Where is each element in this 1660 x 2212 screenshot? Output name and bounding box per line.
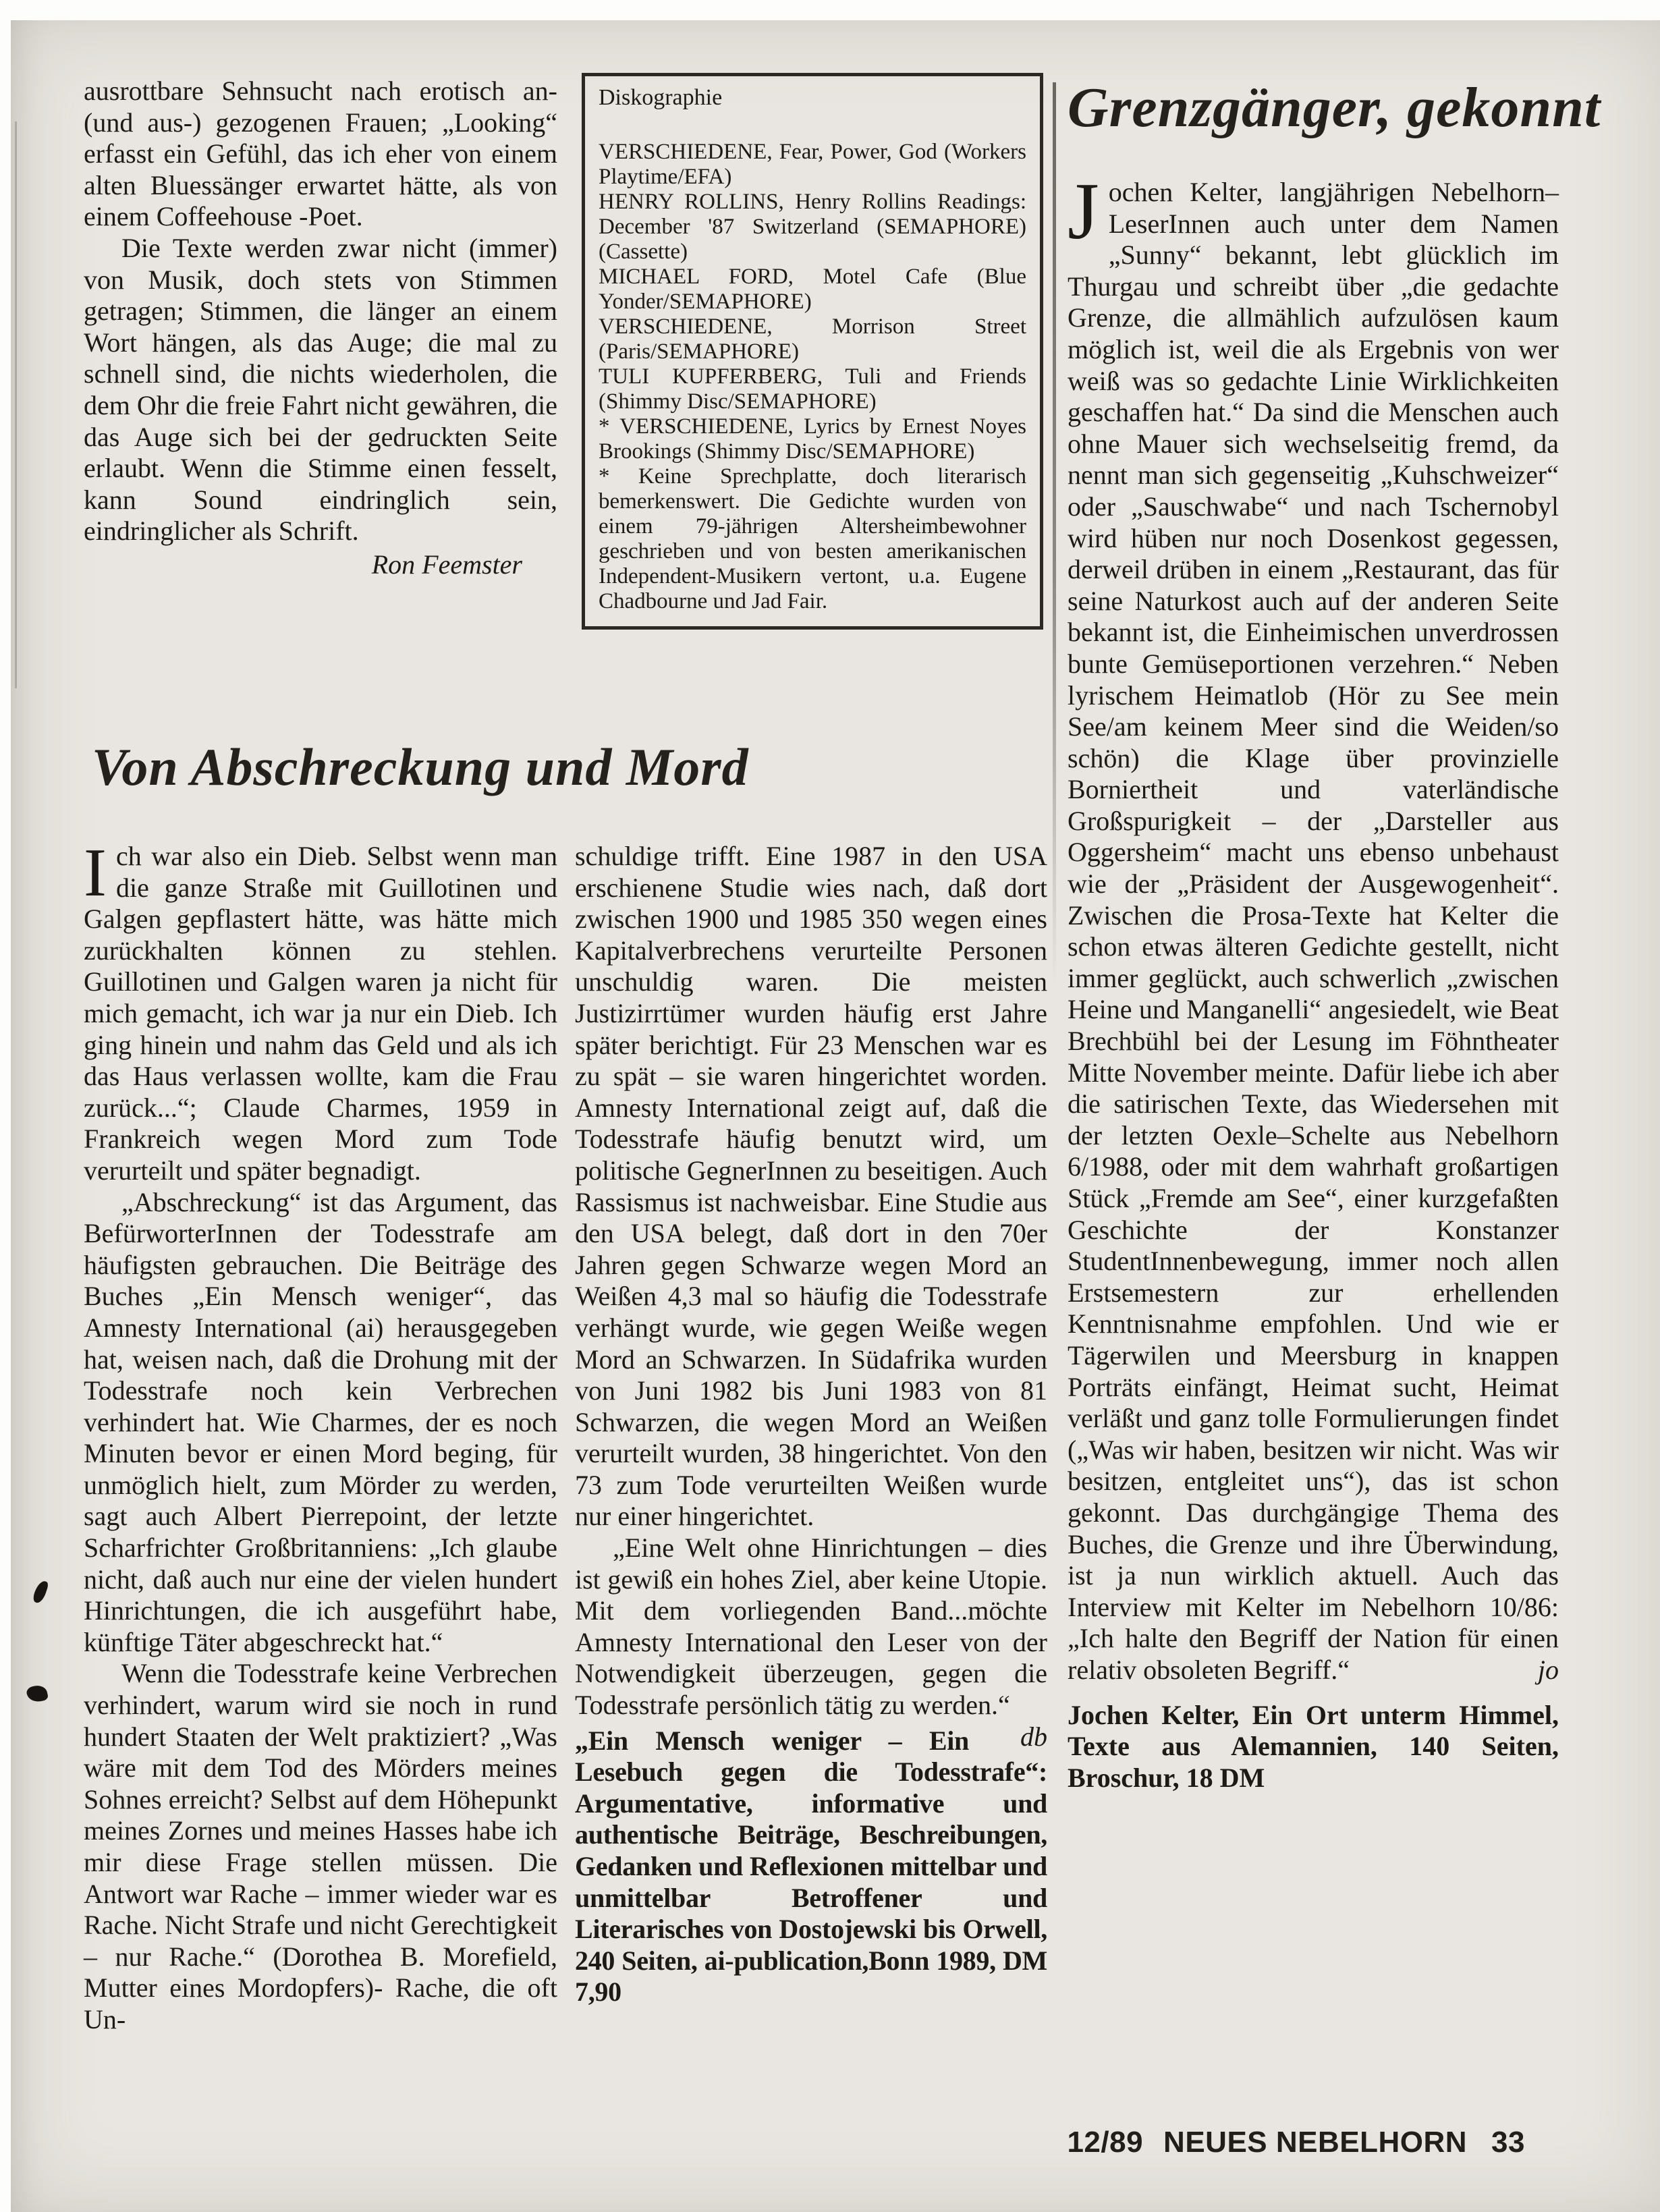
right-column-article — [1068, 166, 1559, 1794]
paragraph-text: ch war also ein Dieb. Selbst wenn man die ganze Straße mit Guillotinen und Galgen gepflastert hätte, was hätte mich zurückhalten können zu stehlen. Guillotinen und Galgen waren ja nicht für mich gemacht, ich war ja nur ein Dieb. Ich ging hinein und nahm das Geld und als ich das Haus verlassen wollte, kam die Frau zurück...“; Claude Charmes, 1959 in Frankreich wegen Mord zum Tode verurteilt und später begnadigt. — [84, 841, 557, 1186]
diskographie-entry: VERSCHIEDENE, Morrison Street (Paris/SEMAPHORE) — [599, 314, 1026, 364]
paragraph — [575, 1532, 1047, 1752]
diskographie-title: Diskographie — [599, 85, 723, 110]
paragraph: schuldige trifft. Eine 1987 in den USA erschienene Studie wies nach, daß dort zwischen 1900 und 1985 350 wegen eines Kapitalverbrechens verurteilte Personen unschuldig waren. Die meisten Justizirrtümer wurden häufig erst Jahre später berichtigt. Für 23 Menschen war es zu spät – sie waren hingerichtet worden. Amnesty International zeigt auf, daß die Todesstrafe häufig benutzt wird, um politische GegnerInnen zu beseitigen. Auch Rassismus ist nachweisbar. Eine Studie aus den USA belegt, daß dort in den 70er Jahren gegen Schwarze wegen Mord an Weißen 4,3 mal so häufig die Todesstrafe verhängt wurde, wie gegen Weiße wegen Mord an Schwarzen. In Südafrika wurden von Juni 1982 bis Juni 1983 von 81 Schwarzen, die wegen Mord an Weißen verurteilt wurden, 38 hingerichtet. Von den 73 zum Tode verurteilten Weißen wurde nur einer hingerichtet. — [575, 841, 1047, 1532]
article-title-grenzgaenger: Grenzgänger, gekonnt — [1068, 76, 1601, 139]
death-penalty-article-col-left — [84, 835, 557, 2036]
book-info: Jochen Kelter, Ein Ort unterm Himmel, Texte aus Alemannien, 140 Seiten, Broschur, 18 DM — [1068, 1699, 1559, 1793]
diskographie-entry: TULI KUPFERBERG, Tuli and Friends (Shimmy Disc/SEMAPHORE) — [599, 364, 1026, 414]
page-footer — [1012, 2126, 1525, 2159]
diskographie-entry: * VERSCHIEDENE, Lyrics by Ernest Noyes Brookings (Shimmy Disc/SEMAPHORE) — [599, 414, 1026, 464]
author-signature: Ron Feemster — [371, 549, 522, 580]
diskographie-entry: VERSCHIEDENE, Fear, Power, God (Workers Playtime/EFA) — [599, 140, 1026, 189]
paragraph: Wenn die Todesstrafe keine Verbrechen verhindert, warum wird sie noch in rund hundert Staaten der Welt praktiziert? „Was wäre mit dem Tod des Mörders meines Sohnes erreicht? Selbst auf dem Höhepunkt meines Zornes und meines Hasses habe ich mir diese Frage stellen müssen. Die Antwort war Rache – immer wieder war es Rache. Nicht Strafe und nicht Gerechtigkeit – nur Rache.“ (Dorothea B. Morefield, Mutter eines Mordopfers)- Rache, die oft Un- — [84, 1658, 557, 2035]
scan-edge-shadow — [15, 121, 17, 688]
diskographie-entry: MICHAEL FORD, Motel Cafe (Blue Yonder/SEMAPHORE) — [599, 265, 1026, 314]
paragraph — [84, 835, 557, 1187]
footer-issue: 12/89 — [1067, 2126, 1144, 2159]
author-signature: jo — [1537, 1654, 1559, 1685]
paragraph: Die Texte werden zwar nicht (immer) von Musik, doch stets von Stimmen getragen; Stimmen, die länger an einem Wort hängen, als das Auge; die mal zu schnell sind, die nichts wiederholen, die dem Ohr die freie Fahrt nicht gewähren, die das Auge sich bei der gedruckten Seite erlaubt. Wenn die Stimme einen fesselt, kann Sound eindringlich sein, eindringlicher als Schrift. — [84, 232, 557, 547]
paragraph: ausrottbare Sehnsucht nach erotisch an- (und aus-) gezogenen Frauen; „Looking“ erfasst ein Gefühl, das ich eher von einem alten Bluessänger erwartet hätte, als von einem Coffeehouse -Poet. — [84, 76, 557, 232]
paragraph-text: ochen Kelter, langjährigen Nebelhorn–LeserInnen auch unter dem Namen „Sunny“ bekannt, lebt glücklich im Thurgau und schreibt über „die gedachte Grenze, die allmählich aufzulösen kaum möglich ist, weil die als Ergebnis von wer weiß was so gedachte Linie Wirklichkeiten geschaffen hat.“ Da sind die Menschen auch ohne Mauer sich wechselseitig fremd, da nennt man sich gegenseitig „Kuhschweizer“ oder „Sauschwabe“ und nach Tschernobyl wird hüben nur noch Dosenkost gegessen, derweil drüben in einem „Restaurant, das für seine Naturkost auch auf der anderen Seite bekannt ist, die Einheimischen unverdrossen bunte Gemüseportionen verzehren.“ Neben lyrischem Heimatlob (Hör zu See mein See/am keinem Meer sind die Weiden/so schön) die Klage über provinzielle Borniertheit und vaterländische Großspurigkeit – der „Darsteller aus Oggersheim“ macht uns ebenso unbehaust wie der „Präsident der Ausgewogenheit“. Zwischen die Prosa-Texte hat Kelter die schon etwas älteren Gedichte gestellt, nicht immer geglückt, auch schwerlich „zwischen Heine und Manganelli“ angesiedelt, wie Beat Brechbühl bei der Lesung im Föhntheater Mitte November meinte. Dafür liebe ich aber die satirischen Texte, das Wiedersehen mit der letzten Oexle–Schelte aus Nebelhorn 6/1988, oder mit dem wahrhaft großartigen Stück „Fremde am See“, einer kurzgefaßten Geschichte der Konstanzer StudentInnenbewegung, immer noch allen Erstsemestern zur erhellenden Kenntnisnahme empfohlen. Und wie er Tägerwilen und Meersburg in knappen Porträts einfängt, Heimat sucht, Heimat verläßt und ganz tolle Formulierungen findet („Was wir haben, besitzen wir nicht. Was wir besitzen, entgleitet uns“), das ist schon gekonnt. Das durchgängige Thema des Buches, die Grenze und ihre Überwindung, ist ja nun wirklich aktuell. Auch das Interview mit Kelter im Nebelhorn 10/86: „Ich halte den Begriff der Nation für einen relativ obsoleten Begriff.“ — [1068, 177, 1559, 1685]
footer-magazine-name: NEUES NEBELHORN — [1163, 2126, 1468, 2159]
death-penalty-article-col-right — [575, 841, 1047, 2008]
scan-crease-line — [1053, 82, 1056, 987]
diskographie-footnote: * Keine Sprechplatte, doch literarisch bemerkenswert. Die Gedichte wurden von einem 79-jährigen Altersheimbewohner geschrieben und von besten amerikanischen Independent-Musikern vertont, u.a. Eugene Chadbourne und Jad Fair. — [599, 464, 1026, 613]
paragraph-text: „Eine Welt ohne Hinrichtungen – dies ist gewiß ein hohes Ziel, aber keine Utopie. Mit dem vorliegenden Band...möchte Amnesty International den Leser von der Notwendigkeit überzeugen, gegen die Todesstrafe persönlich tätig zu werden.“ — [575, 1532, 1047, 1721]
article-title-abschreckung: Von Abschreckung und Mord — [92, 738, 749, 796]
book-info: „Ein Mensch weniger – Ein Lesebuch gegen die Todesstrafe“: Argumentative, informative und authentische Beiträge, Beschreibungen, Gedanken und Reflexionen mittelbar und unmittelbar Betroffener und Literarisches von Dostojewski bis Orwell, 240 Seiten, ai-publication,Bonn 1989, DM 7,90 — [575, 1725, 1047, 2008]
left-column-article — [84, 76, 557, 580]
author-signature: db — [1020, 1721, 1047, 1752]
drop-cap: J — [1068, 166, 1099, 256]
diskographie-box — [582, 73, 1043, 630]
drop-cap: I — [84, 835, 107, 911]
diskographie-entry: HENRY ROLLINS, Henry Rollins Readings: December '87 Switzerland (SEMAPHORE) (Cassette) — [599, 190, 1026, 264]
paragraph — [1068, 166, 1559, 1686]
paragraph: „Abschreckung“ ist das Argument, das BefürworterInnen der Todesstrafe am häufigsten gebrauchen. Die Beiträge des Buches „Ein Mensch weniger“, das Amnesty International (ai) herausgegeben hat, weisen nach, daß die Drohung mit der Todesstrafe noch kein Verbrechen verhindert hat. Wie Charmes, der es noch Minuten bevor er einen Mord beging, für unmöglich hielt, zum Mörder zu werden, sagt auch Albert Pierrepoint, der letzte Scharfrichter Großbritanniens: „Ich glaube nicht, daß auch nur eine der vielen hundert Hinrichtungen, die ich ausgeführt habe, künftige Täter abgeschreckt hat.“ — [84, 1186, 557, 1657]
footer-page-number: 33 — [1491, 2126, 1525, 2159]
